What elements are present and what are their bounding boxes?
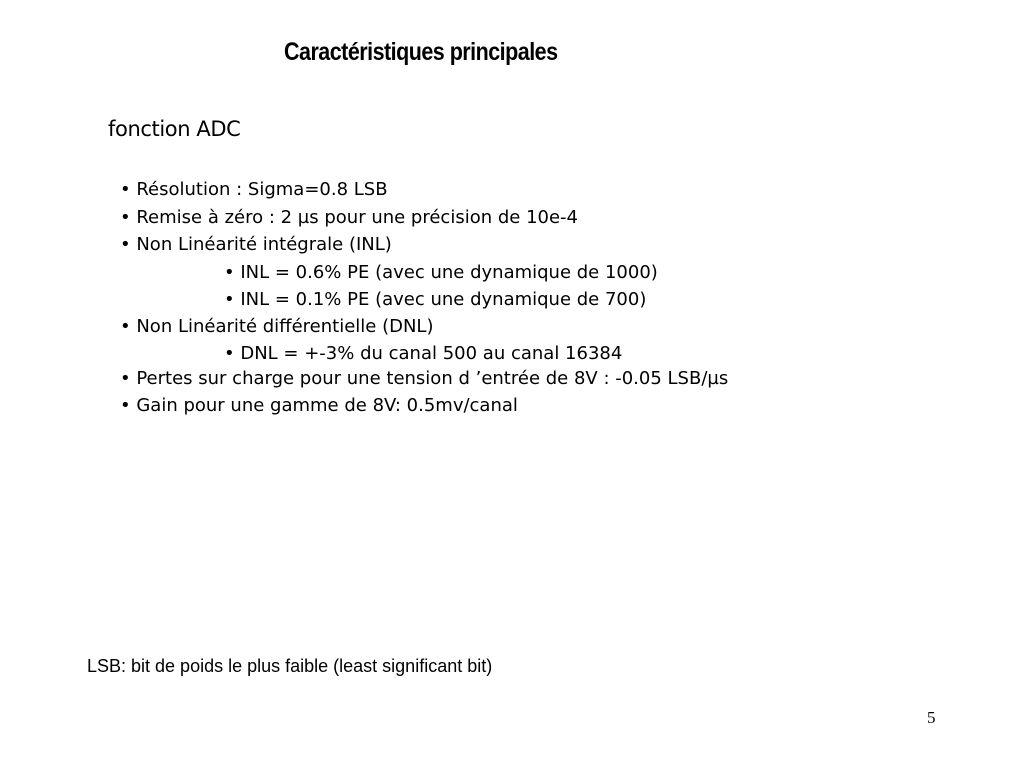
bullet-gain: • Gain pour une gamme de 8V: 0.5mv/canal	[120, 395, 518, 416]
bullet-dnl: • Non Linéarité différentielle (DNL)	[120, 316, 434, 337]
section-subtitle: fonction ADC	[108, 117, 241, 141]
bullet-reset: • Remise à zéro : 2 µs pour une précision de 10e-4	[120, 207, 578, 228]
bullet-inl-700: • INL = 0.1% PE (avec une dynamique de 700)	[224, 289, 647, 310]
bullet-charge-loss: • Pertes sur charge pour une tension d ’entrée de 8V : -0.05 LSB/µs	[120, 368, 729, 389]
bullet-inl-1000: • INL = 0.6% PE (avec une dynamique de 1000)	[224, 262, 658, 283]
page-number: 5	[927, 708, 936, 727]
bullet-dnl-value: • DNL = +-3% du canal 500 au canal 16384	[224, 343, 623, 364]
slide-title: Caractéristiques principales	[284, 38, 558, 66]
footnote: LSB: bit de poids le plus faible (least significant bit)	[87, 656, 493, 676]
bullet-inl: • Non Linéarité intégrale (INL)	[120, 234, 392, 255]
bullet-resolution: • Résolution : Sigma=0.8 LSB	[120, 179, 388, 200]
